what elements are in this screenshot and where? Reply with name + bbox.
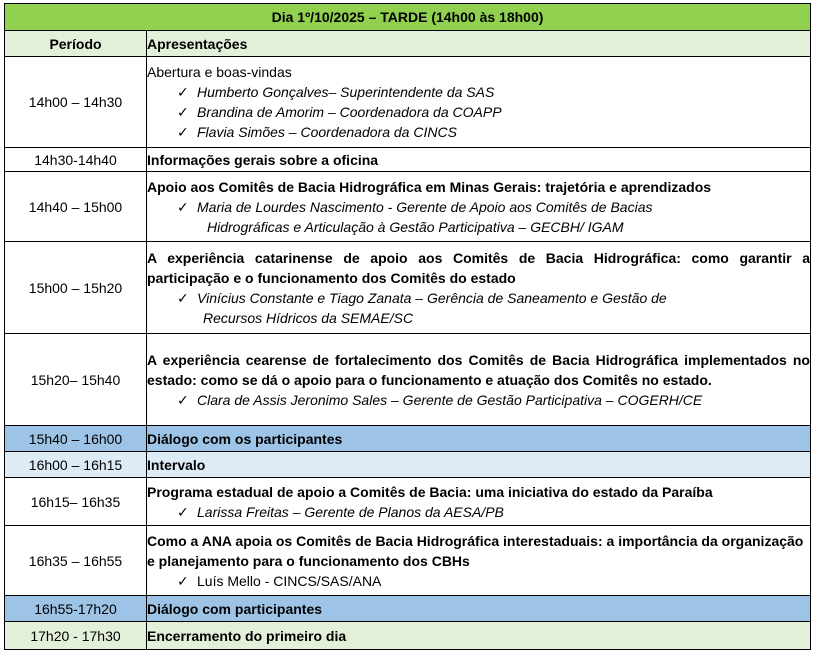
check-icon: ✓ (177, 198, 189, 215)
topic-cell: Informações gerais sobre a oficina (147, 148, 811, 172)
topic-cell: Diálogo com os participantes (147, 426, 811, 452)
topic-text: Programa estadual de apoio a Comitês de Bacia: uma iniciativa do estado da Paraíba (147, 483, 713, 500)
check-icon: ✓ (177, 503, 189, 520)
speaker-text: Flavia Simões – Coordenadora da CINCS (197, 124, 457, 140)
speaker-item (177, 122, 810, 142)
table-row (5, 478, 811, 526)
header-apresentacoes: Apresentações (147, 31, 811, 57)
header-row (5, 31, 811, 57)
presentation-cell (147, 172, 811, 242)
period-cell: 15h40 – 16h00 (5, 426, 147, 452)
speaker-item (177, 197, 810, 217)
check-icon: ✓ (177, 572, 189, 589)
check-icon: ✓ (177, 391, 189, 408)
opening-label: Abertura e boas-vindas (147, 64, 292, 80)
period-cell: 16h00 – 16h15 (5, 452, 147, 478)
presentation-cell (147, 334, 811, 426)
speaker-text-continued: Hidrográficas e Articulação à Gestão Participativa – GECBH/ IGAM (207, 218, 624, 235)
period-cell: 16h35 – 16h55 (5, 526, 147, 596)
table-row (5, 148, 811, 172)
period-cell: 14h00 – 14h30 (5, 57, 147, 148)
table-row (5, 334, 811, 426)
speaker-text: Clara de Assis Jeronimo Sales – Gerente de Gestão Participativa – COGERH/CE (197, 391, 703, 408)
check-icon: ✓ (177, 124, 189, 140)
topic-cell: Diálogo com participantes (147, 596, 811, 622)
period-cell: 14h40 – 15h00 (5, 172, 147, 242)
check-icon: ✓ (177, 289, 189, 306)
presentation-cell (147, 478, 811, 526)
topic-cell: Intervalo (147, 452, 811, 478)
speaker-item (177, 390, 810, 410)
speaker-item (177, 82, 810, 102)
period-cell: 15h00 – 15h20 (5, 242, 147, 334)
speaker-text: Larissa Freitas – Gerente de Planos da AESA/PB (197, 503, 504, 520)
presentation-cell (147, 57, 811, 148)
speaker-item (177, 102, 810, 122)
check-icon: ✓ (177, 104, 189, 120)
topic-text: Como a ANA apoia os Comitês de Bacia Hidrográfica interestaduais: a importância da organização e planejamento para o funcionamento dos CBHs (147, 532, 804, 569)
period-cell: 16h55-17h20 (5, 596, 147, 622)
table-row (5, 526, 811, 596)
schedule-title: Dia 1º/10/2025 – TARDE (14h00 às 18h00) (5, 4, 811, 31)
period-cell: 15h20– 15h40 (5, 334, 147, 426)
schedule-table (4, 3, 811, 650)
presentation-cell (147, 526, 811, 596)
speaker-item (177, 502, 810, 522)
topic-text: A experiência cearense de fortalecimento dos Comitês de Bacia Hidrográfica implementados no estado: como se dá o apoio para o funcionamento e atuação dos Comitês no estado. (147, 351, 810, 388)
topic-cell: Encerramento do primeiro dia (147, 622, 811, 650)
speaker-text: Maria de Lourdes Nascimento - Gerente de Apoio aos Comitês de Bacias (197, 198, 653, 215)
presentation-cell (147, 242, 811, 334)
topic-text: A experiência catarinense de apoio aos Comitês de Bacia Hidrográfica: como garantir a participação e o funcionamento dos Comitês do estado (147, 249, 810, 286)
table-row (5, 622, 811, 650)
speaker-item (177, 571, 810, 591)
period-cell: 14h30-14h40 (5, 148, 147, 172)
speaker-text: Luís Mello - CINCS/SAS/ANA (197, 572, 382, 589)
speaker-text: Brandina de Amorim – Coordenadora da COAPP (197, 104, 502, 120)
table-row (5, 172, 811, 242)
speaker-text: Humberto Gonçalves– Superintendente da SAS (197, 84, 495, 100)
speaker-text-continued: Recursos Hídricos da SEMAE/SC (203, 309, 414, 326)
table-row (5, 452, 811, 478)
period-cell: 16h15– 16h35 (5, 478, 147, 526)
topic-text: Apoio aos Comitês de Bacia Hidrográfica em Minas Gerais: trajetória e aprendizados (147, 178, 712, 195)
table-row (5, 596, 811, 622)
speaker-text: Vinícius Constante e Tiago Zanata – Gerência de Saneamento e Gestão de (197, 289, 667, 306)
header-periodo: Período (5, 31, 147, 57)
period-cell: 17h20 - 17h30 (5, 622, 147, 650)
check-icon: ✓ (177, 84, 189, 100)
speaker-item (177, 288, 810, 308)
table-row (5, 426, 811, 452)
title-row (5, 4, 811, 31)
table-row (5, 57, 811, 148)
table-row (5, 242, 811, 334)
